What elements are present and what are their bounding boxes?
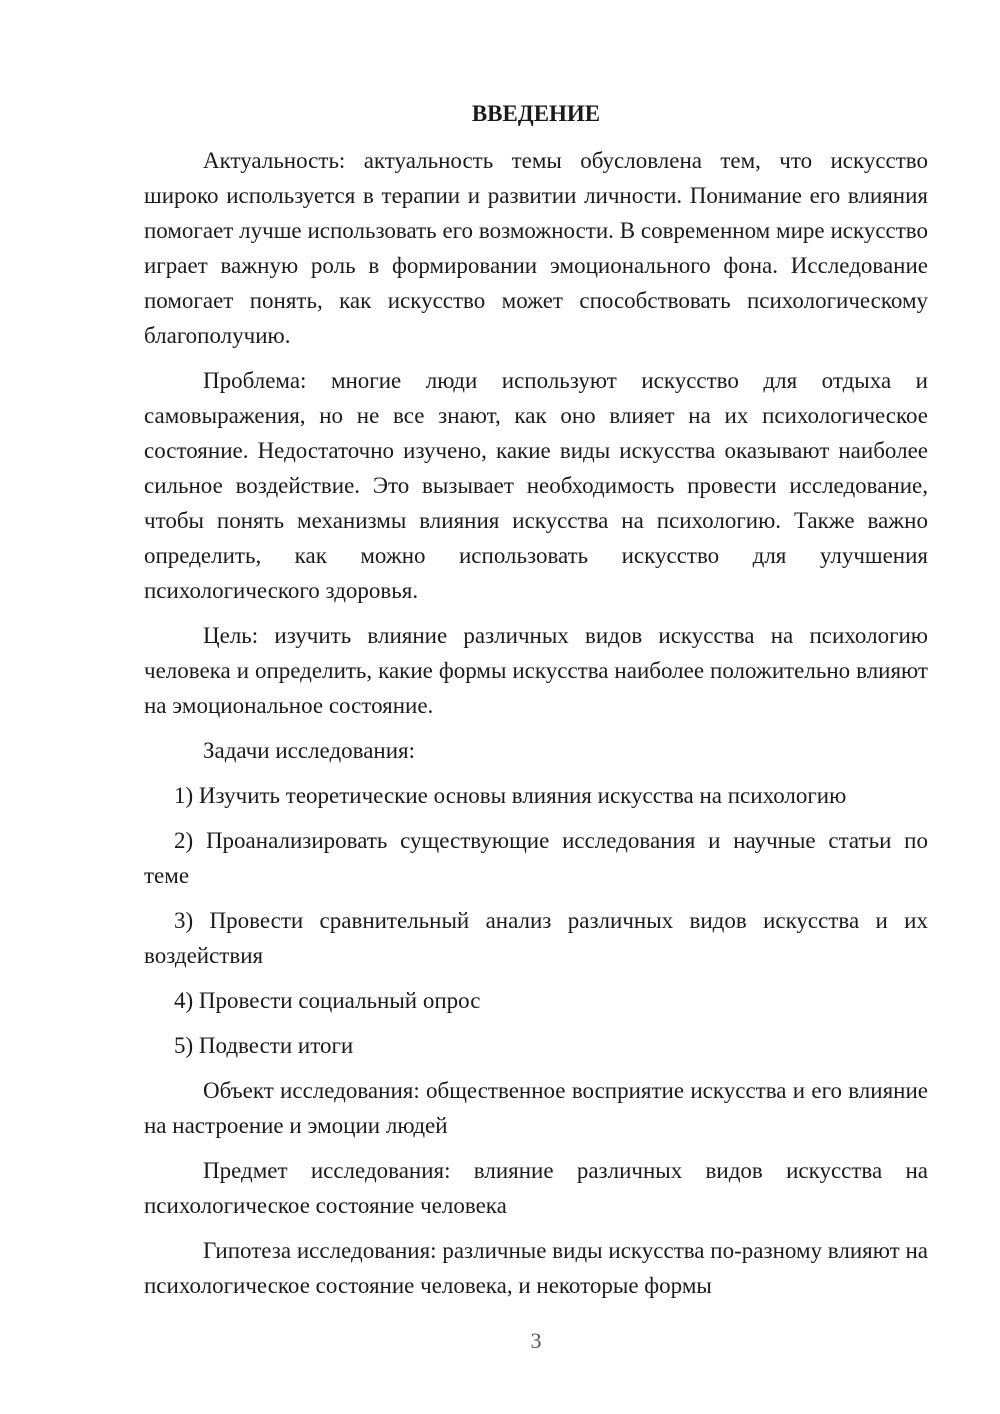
subject-paragraph: Предмет исследования: влияние различных видов искусства на психологическое состояние человека [144, 1158, 928, 1218]
object-paragraph: Объект исследования: общественное восприятие искусства и его влияние на настроение и эмоции людей [144, 1078, 928, 1138]
task-item-1: 1) Изучить теоретические основы влияния искусства на психологию [174, 783, 847, 808]
task-item-2: 2) Проанализировать существующие исследования и научные статьи по теме [144, 828, 928, 888]
page-body [144, 96, 928, 1313]
page-number: 3 [530, 1328, 542, 1353]
task-item-5: 5) Подвести итоги [174, 1033, 354, 1058]
task-item-4: 4) Провести социальный опрос [174, 988, 481, 1013]
section-title: ВВЕДЕНИЕ [471, 101, 601, 126]
goal-paragraph: Цель: изучить влияние различных видов искусства на психологию человека и определить, какие формы искусства наиболее положительно влияют на эмоциональное состояние. [144, 623, 928, 718]
task-item-3: 3) Провести сравнительный анализ различных видов искусства и их воздействия [144, 908, 928, 968]
tasks-heading: Задачи исследования: [203, 738, 416, 763]
relevance-paragraph: Актуальность: актуальность темы обусловлена тем, что искусство широко используется в терапии и развитии личности. Понимание его влияния помогает лучше использовать его возможности. В современном мире искусство играет важную роль в формировании эмоционального фона. Исследование помогает понять, как искусство может способствовать психологическому благополучию. [144, 148, 928, 348]
problem-paragraph: Проблема: многие люди используют искусство для отдыха и самовыражения, но не все знают, как оно влияет на их психологическое состояние. Недостаточно изучено, какие виды искусства оказывают наиболее сильное воздействие. Это вызывает необходимость провести исследование, чтобы понять механизмы влияния искусства на психологию. Также важно определить, как можно использовать искусство для улучшения психологического здоровья. [144, 368, 928, 603]
hypothesis-paragraph: Гипотеза исследования: различные виды искусства по-разному влияют на психологическое состояние человека, и некоторые формы [144, 1238, 928, 1298]
